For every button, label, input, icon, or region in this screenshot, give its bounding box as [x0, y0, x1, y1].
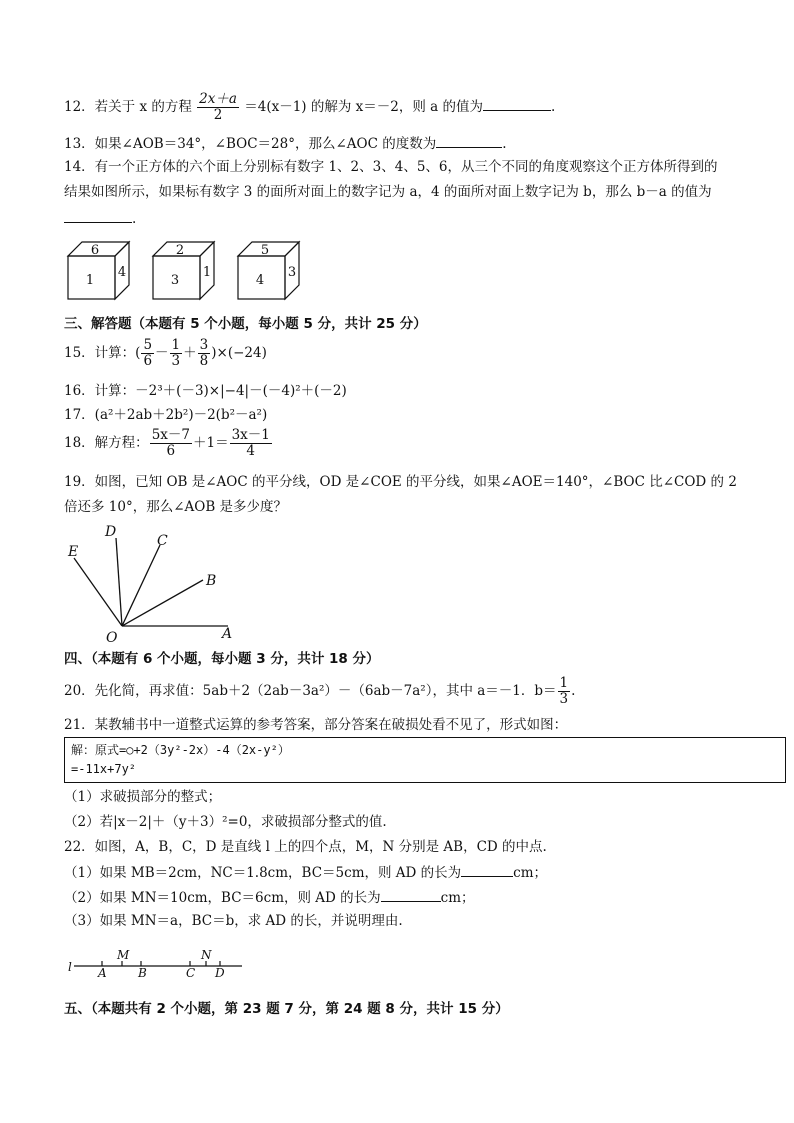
answer-blank[interactable] — [483, 96, 551, 111]
question-21-part2: （2）若|x－2|＋（y＋3）²=0，求破损部分整式的值. — [64, 814, 387, 830]
question-16: 16．计算：－2³＋(－3)×|−4|－(－4)²＋(－2) — [64, 383, 347, 399]
line-figure — [60, 944, 260, 980]
label-B: B — [206, 573, 217, 589]
question-17: 17．(a²＋2ab＋2b²)－2(b²－a²) — [64, 407, 268, 423]
question-21: 21．某教辅书中一道整式运算的参考答案，部分答案在破损处看不见了，形式如图： — [64, 717, 568, 733]
cubes-figure — [60, 236, 310, 306]
label-A: A — [98, 966, 107, 980]
question-14-line2: 结果如图所示，如果标有数字 3 的面所对面上的数字记为 a，4 的面所对面上数字记为 b，那么 b－a 的值为 — [64, 184, 712, 200]
question-21-part1: （1）求破损部分的整式； — [64, 789, 222, 805]
question-15: 15．计算：( $\frac{5}{6}$ － $\frac{1}{3}$ ＋ $\frac{3}{8}$ )×(−24) — [64, 337, 267, 369]
solution-line-2: =-11x+7y² — [71, 762, 137, 776]
label-C: C — [157, 533, 168, 549]
angle-figure — [60, 520, 250, 645]
label-D: D — [215, 966, 225, 980]
cube-1-top: 6 — [90, 243, 100, 258]
fraction: $\frac{2x+a}{2}$ — [199, 91, 237, 123]
cube-1-front: 1 — [85, 273, 95, 288]
cube-3-side: 3 — [287, 265, 297, 280]
section-3-heading: 三、解答题（本题有 5 个小题，每小题 5 分，共计 25 分） — [64, 316, 427, 332]
question-22: 22．如图，A，B，C，D 是直线 l 上的四个点，M，N 分别是 AB，CD 的中点. — [64, 839, 547, 855]
question-13: 13．如果∠AOB＝34°，∠BOC＝28°，那么∠AOC 的度数为 . — [64, 133, 507, 153]
question-22-part2: （2）如果 MN＝10cm，BC＝6cm，则 AD 的长为 cm； — [64, 887, 475, 907]
cube-2-top: 2 — [175, 243, 185, 258]
question-19-line2: 倍还多 10°，那么∠AOB 是多少度？ — [64, 499, 288, 515]
question-14-line3: . — [64, 208, 136, 228]
answer-blank[interactable] — [381, 887, 441, 902]
label-B: B — [138, 966, 147, 980]
solution-box — [64, 737, 786, 783]
cube-2-front: 3 — [170, 273, 180, 288]
question-20: 20．先化简，再求值：5ab＋2（2ab－3a²）－（6ab－7a²），其中 a＝－1．b＝ $\frac{1}{3}$ . — [64, 675, 576, 707]
cube-1-side: 4 — [117, 265, 127, 280]
answer-blank[interactable] — [461, 862, 513, 877]
answer-blank[interactable] — [64, 208, 132, 223]
label-E: E — [68, 544, 79, 560]
section-4-heading: 四、（本题有 6 个小题，每小题 3 分，共计 18 分） — [64, 651, 380, 667]
cube-3-top: 5 — [260, 243, 270, 258]
label-C: C — [186, 966, 196, 980]
label-N: N — [201, 948, 212, 962]
label-M: M — [117, 948, 130, 962]
cube-2-side: 1 — [202, 265, 212, 280]
label-D: D — [105, 524, 117, 540]
label-l: l — [68, 960, 72, 974]
answer-blank[interactable] — [436, 133, 502, 148]
question-19-line1: 19．如图，已知 OB 是∠AOC 的平分线，OD 是∠COE 的平分线，如果∠AOE＝140°，∠BOC 比∠COD 的 2 — [64, 474, 737, 490]
question-22-part3: （3）如果 MN＝a，BC＝b，求 AD 的长，并说明理由. — [64, 913, 403, 929]
section-5-heading: 五、（本题共有 2 个小题，第 23 题 7 分，第 24 题 8 分，共计 15 分） — [64, 1001, 509, 1017]
cube-3-front: 4 — [255, 273, 265, 288]
label-O: O — [106, 630, 118, 645]
question-18: 18．解方程： $\frac{5x-7}{6}$ ＋1＝ $\frac{3x-1}{4}$ — [64, 427, 270, 459]
question-12: 12．若关于 x 的方程 $\frac{2x+a}{2}$ ＝4(x－1) 的解为 x＝－2，则 a 的值为 . — [64, 91, 556, 123]
solution-line-1: 解：原式=○+2（3y²-2x）-4（2x-y²） — [71, 743, 290, 757]
question-22-part1: （1）如果 MB＝2cm，NC＝1.8cm，BC＝5cm，则 AD 的长为 cm； — [64, 862, 547, 882]
label-A: A — [222, 626, 233, 642]
question-14-line1: 14．有一个正方体的六个面上分别标有数字 1、2、3、4、5、6，从三个不同的角度观察这个正方体所得到的 — [64, 159, 718, 175]
